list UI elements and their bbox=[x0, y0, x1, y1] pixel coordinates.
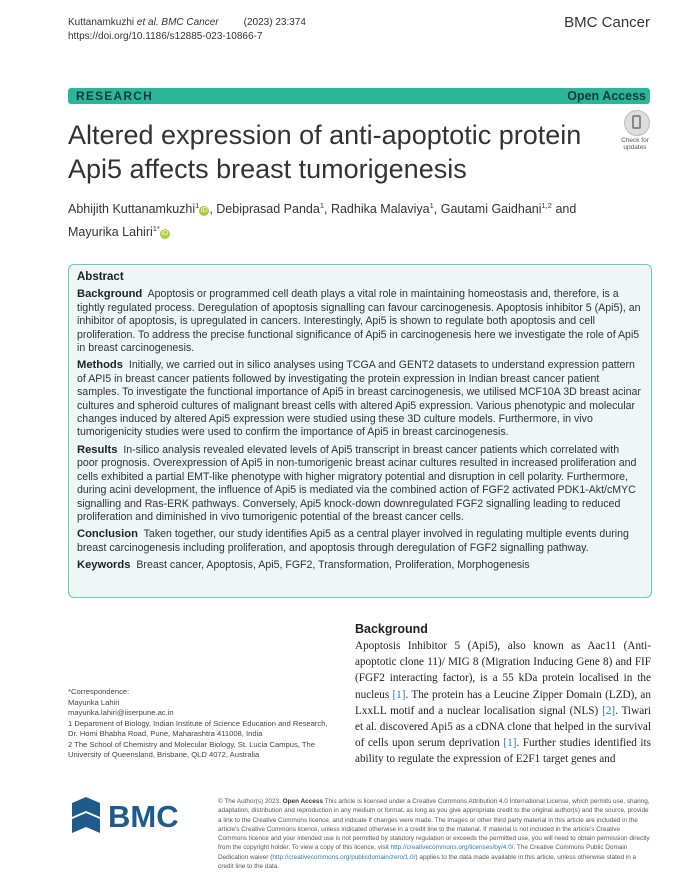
affiliation-2: 2 The School of Chemistry and Molecular Biology, St. Lucia Campus, The University of Queensland, Brisbane, QLD 4072, Australia bbox=[68, 739, 315, 759]
affiliation-1: 1 Department of Biology, Indian Institute of Science Education and Research, Dr. Homi Bhabha Road, Pune, Maharashtra 411008, India bbox=[68, 718, 328, 738]
author-affiliation: 1 bbox=[195, 201, 200, 210]
citation-author: Kuttanamkuzhi bbox=[68, 17, 135, 28]
author-affiliation: 1 bbox=[429, 201, 434, 210]
publicdomain-link[interactable]: http://creativecommons.org/publicdomain/zero/1.0/ bbox=[272, 853, 416, 861]
bmc-logo-icon bbox=[68, 795, 208, 835]
author-name: Gautami Gaidhani bbox=[440, 202, 542, 217]
abstract-box bbox=[68, 264, 652, 598]
citation-journal: et al. BMC Cancer bbox=[134, 17, 219, 28]
author-name: Debiprasad Panda bbox=[216, 202, 320, 217]
correspondence-name: Mayurika Lahiri bbox=[68, 697, 120, 707]
author-name: Abhijith Kuttanamkuzhi bbox=[68, 202, 196, 217]
citation-link[interactable]: [1] bbox=[503, 737, 517, 750]
article-title: Altered expression of anti-apoptotic protein Api5 affects breast tumorigenesis bbox=[68, 120, 582, 184]
citation-link[interactable]: [1] bbox=[392, 688, 406, 701]
author-list: Abhijith Kuttanamkuzhi$^1$iD , Debiprasad Panda$^1$, Radhika Malaviya$^1$, Gautami Gaidhani$^{1,2}$ and Mayurika Lahiri$^{1*}$iD bbox=[68, 201, 577, 240]
check-updates-text: Check for updates bbox=[621, 137, 649, 151]
author-affiliation: 1,2 bbox=[541, 201, 552, 210]
svg-text:BMC: BMC bbox=[108, 799, 179, 834]
journal-name: BMC Cancer bbox=[564, 14, 650, 31]
authors-and: and bbox=[555, 202, 577, 217]
author-affiliation: 1* bbox=[152, 224, 160, 234]
background-heading: Background bbox=[355, 622, 428, 636]
license-link[interactable]: http://creativecommons.org/licenses/by/4.0/ bbox=[390, 844, 514, 852]
author-affiliation: 1 bbox=[319, 201, 324, 210]
doi-link[interactable]: https://doi.org/10.1186/s12885-023-10866-7 bbox=[68, 31, 263, 42]
author-name: Radhika Malaviya bbox=[330, 202, 430, 217]
abstract-background: Background Apoptosis or programmed cell death plays a vital role in maintaining homeostasis and, therefore, is a tightly regulated process. Deregulation of apoptosis signalling can favour carcinogenesis. Apoptosis inhibitor 5 (Api5), an inhibitor of apoptosis, is upregulated in cancers. Interestingly, Api5 is shown to regulate both apoptosis and cell proliferation. To address the precise functional significance of Api5 in carcinogenesis here we investigate the role of Api5 in breast carcinogenesis. bbox=[77, 288, 641, 355]
check-updates-icon bbox=[624, 110, 650, 136]
license-text: © The Author(s) 2023. Open Access This article is licensed under a Creative Commons Attribution 4.0 International License, which permits use, sharing, adaptation, distribution and reproduction in any medium or format, as long as you give appropriate credit to the original author(s) and the source, provide a link to the Creative Commons licence, and indicate if changes were made. The images or other third party material in this article are included in the article's Creative Commons licence, unless indicated otherwise in a credit line to the material. If material is not included in the article's Creative Commons licence and your intended use is not permitted by statutory regulation or exceeds the permitted use, you will need to obtain permission directly from the copyright holder. To view a copy of this licence, visit http://creativecommons.org/licenses/by/4.0/. The Creative Commons Public Domain Dedication waiver (http://creativecommons.org/publicdomain/zero/1.0/) applies to the data made available in this article, unless otherwise stated in a credit line to the data. bbox=[218, 798, 650, 871]
abstract-keywords: Keywords Breast cancer, Apoptosis, Api5, FGF2, Transformation, Proliferation, Morphogenesis bbox=[77, 559, 530, 572]
article-type-bar bbox=[68, 88, 650, 104]
orcid-icon[interactable]: iD bbox=[201, 207, 208, 215]
orcid-icon[interactable]: iD bbox=[161, 230, 169, 238]
citation-link[interactable]: [2] bbox=[602, 704, 616, 717]
bmc-logo bbox=[68, 795, 208, 835]
abstract-methods: Methods Initially, we carried out in silico analyses using TCGA and GENT2 datasets to understand expression pattern of API5 in breast cancer patients followed by investigating the protein expression in Indian breast cancer patient samples. To investigate the functional importance of Api5 in breast carcinogenesis, we utilised MCF10A 3D breast acinar cultures and spheroid cultures of malignant breast cells with altered Api5 expression. Various phenotypic and molecular changes induced by altered Api5 expression were studied using these 3D culture models. Furthermore, in vivo tumorigenicity studies were used to confirm the importance of Api5 in breast carcinogenesis. bbox=[77, 359, 641, 439]
article-type-label: RESEARCH bbox=[76, 89, 153, 103]
abstract-conclusion: Conclusion Taken together, our study identifies Api5 as a central player involved in regulating multiple events during breast carcinogenesis including proliferation, and apoptosis through deregulation of FGF2 signalling pathway. bbox=[77, 528, 629, 554]
correspondence-label: *Correspondence: bbox=[68, 687, 130, 696]
abstract-results: Results In-silico analysis revealed elevated levels of Api5 transcript in breast cancer patients which correlated with poor prognosis. Overexpression of Api5 in non-tumorigenic breast acinar cultures resulted in increased proliferation and cells exhibited a partial EMT-like phenotype with higher migratory potential and disruption in cell polarity. Furthermore, during acini development, the influence of Api5 is mediated via the combined action of FGF2 activated PDK1-Akt/cMYC signalling and Ras-ERK pathways. Conversely, Api5 knock-down downregulated FGF2 signalling leading to reduced proliferation and diminished in vivo tumorigenic potential of the breast cancer cells. bbox=[77, 443, 637, 523]
citation-year: (2023) 23:374 bbox=[243, 17, 306, 28]
correspondence-block bbox=[68, 687, 330, 761]
correspondence-email[interactable]: mayurika.lahiri@iiserpune.ac.in bbox=[68, 708, 174, 717]
abstract-heading: Abstract bbox=[77, 271, 124, 283]
author-name: Mayurika Lahiri bbox=[68, 225, 153, 240]
running-header bbox=[68, 16, 306, 44]
open-access-label: Open Access bbox=[567, 89, 646, 103]
check-for-updates-badge[interactable] bbox=[615, 110, 655, 154]
background-paragraph: Apoptosis Inhibitor 5 (Api5), also known as Aac11 (Anti-apoptotic clone 11)/ MIG 8 (Migration Inducing Gene 8) and FIF (FGF2 interacting factor), is a 55 kDa protein localised in the nucleus [1]. The protein has a Leucine Zipper Domain (LZD), an LxxLL motif and a nuclear localisation signal (NLS) [2]. Tiwari et al. discovered Api5 as a cDNA clone that helped in the survival of cells upon serum deprivation [1]. Further studies identified its ability to regulate the expression of E2F1 target genes and bbox=[355, 640, 651, 766]
